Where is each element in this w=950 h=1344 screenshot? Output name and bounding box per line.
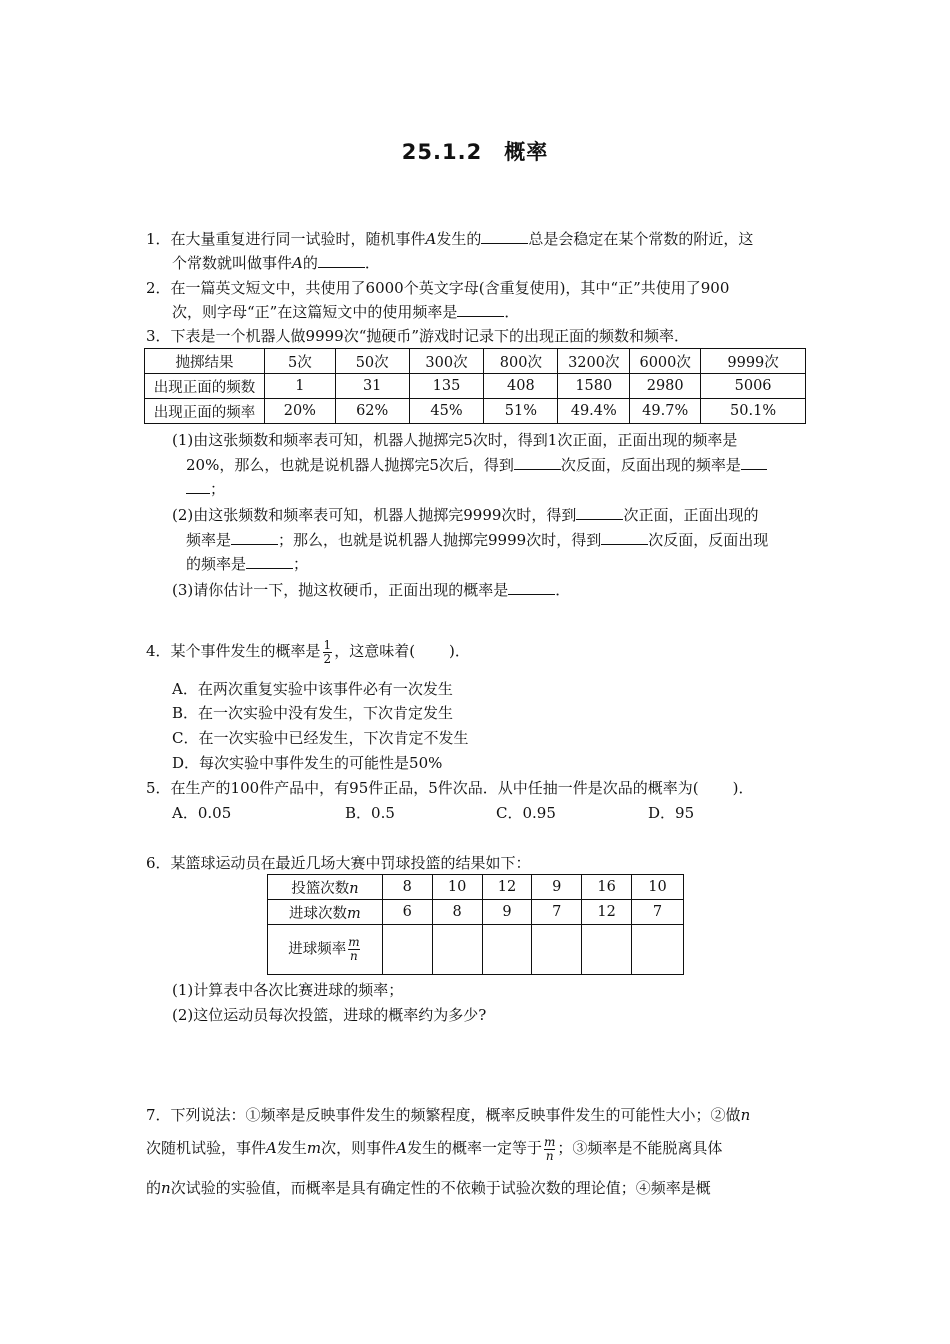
table-row: 进球频率 $\frac{m}{n}$: [268, 925, 684, 975]
q5-option-d: D．95: [648, 804, 695, 822]
q4-option-b: B．在一次实验中没有发生，下次肯定发生: [172, 704, 454, 722]
q5-stem: 5．在生产的100件产品中，有95件正品，5件次品．从中任抽一件是次品的概率为( )．: [146, 779, 754, 797]
answer-blank[interactable]: [514, 455, 561, 470]
fraction-one-half: $\frac{1}{2}$: [323, 637, 332, 666]
answer-cell[interactable]: [532, 925, 582, 975]
answer-cell[interactable]: [582, 925, 632, 975]
q3-sub2-line1: (2)由这张频数和频率表可知，机器人抛掷完9999次时，得到 次正面，正面出现的: [172, 506, 759, 524]
q1-line1: 1．在大量重复进行同一试验时，随机事件A发生的 总是会稳定在某个常数的附近，这: [146, 230, 754, 248]
q4-option-c: C．在一次实验中已经发生，下次肯定不发生: [172, 729, 469, 747]
answer-blank[interactable]: [318, 253, 365, 268]
answer-blank[interactable]: [231, 530, 278, 545]
basketball-table: [267, 874, 684, 975]
answer-cell[interactable]: [482, 925, 532, 975]
answer-blank[interactable]: [481, 229, 528, 244]
q3-sub1-line2: 20%，那么，也就是说机器人抛掷完5次后，得到 次反面，反面出现的频率是: [186, 455, 767, 475]
q7-line2: 次随机试验，事件A发生m次，则事件A发生的概率一定等于 $\frac{m}{n}$ ；③频率是不能脱离具体: [146, 1134, 723, 1163]
table-row: 投篮次数n 8 10 12 9 16 10: [268, 875, 684, 900]
answer-cell[interactable]: [432, 925, 482, 975]
q1-line2: 个常数就叫做事件A的 ．: [172, 254, 380, 272]
q3-sub1-line3: ；: [186, 479, 225, 499]
q4-stem: 4．某个事件发生的概率是 $\frac{1}{2}$ ，这意味着( )．: [146, 637, 470, 666]
table-row: 抛掷结果 5次 50次 300次 800次 3200次 6000次 9999次: [145, 349, 806, 374]
coin-toss-table: [144, 348, 806, 424]
answer-blank[interactable]: [186, 479, 210, 494]
q4-option-a: A．在两次重复实验中该事件必有一次发生: [172, 680, 453, 698]
q3-sub2-line2: 频率是 ；那么，也就是说机器人抛掷完9999次时，得到 次反面，反面出现: [186, 531, 769, 549]
answer-blank[interactable]: [741, 455, 767, 470]
q3-sub1-line1: (1)由这张频数和频率表可知，机器人抛掷完5次时，得到1次正面，正面出现的频率是: [172, 431, 738, 449]
answer-cell[interactable]: [382, 925, 432, 975]
q6-sub2: (2)这位运动员每次投篮，进球的概率约为多少?: [172, 1006, 487, 1024]
q3-sub2-line3: 的频率是 ；: [186, 555, 309, 573]
q5-option-a: A．0.05: [172, 804, 232, 822]
q7-line3: 的n次试验的实验值，而概率是具有确定性的不依赖于试验次数的理论值；④频率是概: [146, 1179, 711, 1197]
q6-intro: 6．某篮球运动员在最近几场大赛中罚球投篮的结果如下：: [146, 854, 531, 872]
answer-blank[interactable]: [576, 505, 623, 520]
q5-option-b: B．0.5: [345, 804, 395, 822]
answer-blank[interactable]: [457, 302, 504, 317]
q3-intro: 3．下表是一个机器人做9999次“抛硬币”游戏时记录下的出现正面的频数和频率．: [146, 327, 690, 345]
q2-line2: 次，则字母“正”在这篇短文中的使用频率是 ．: [172, 303, 520, 321]
page-title: 25.1.2 概率: [401, 140, 549, 164]
answer-blank[interactable]: [508, 580, 555, 595]
q4-option-d: D．每次实验中事件发生的可能性是50%: [172, 754, 443, 772]
q5-option-c: C．0.95: [496, 804, 556, 822]
table-row: 进球次数m 6 8 9 7 12 7: [268, 900, 684, 925]
answer-blank[interactable]: [601, 530, 648, 545]
answer-blank[interactable]: [246, 554, 293, 569]
q7-line1: 7．下列说法：①频率是反映事件发生的频繁程度，概率反映事件发生的可能性大小；②做n: [146, 1106, 751, 1124]
answer-cell[interactable]: [632, 925, 684, 975]
q3-sub3: (3)请你估计一下，抛这枚硬币，正面出现的概率是 ．: [172, 581, 571, 599]
q2-line1: 2．在一篇英文短文中，共使用了6000个英文字母(含重复使用)，其中“正”共使用了900: [146, 279, 730, 297]
fraction-m-over-n: $\frac{m}{n}$: [348, 935, 360, 963]
table-row: 出现正面的频率 20% 62% 45% 51% 49.4% 49.7% 50.1%: [145, 399, 806, 424]
fraction-m-over-n: $\frac{m}{n}$: [543, 1134, 556, 1163]
table-row: 出现正面的频数 1 31 135 408 1580 2980 5006: [145, 374, 806, 399]
q6-sub1: (1)计算表中各次比赛进球的频率；: [172, 981, 404, 999]
